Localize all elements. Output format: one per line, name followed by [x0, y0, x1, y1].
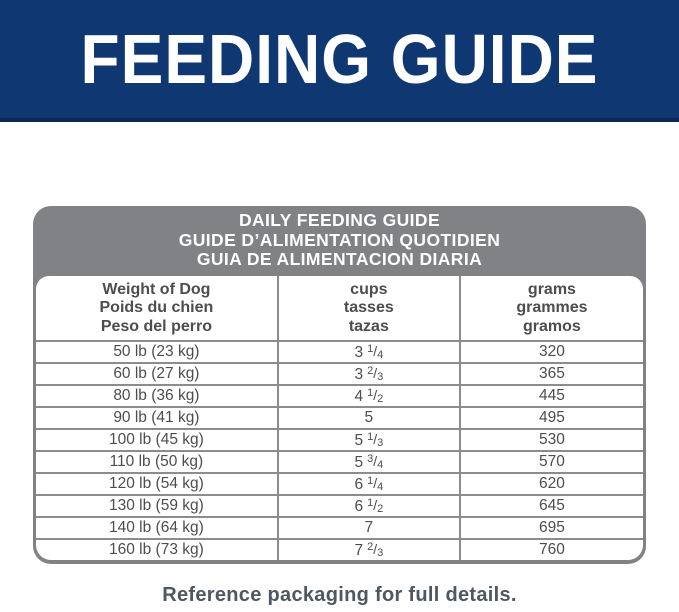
cups-cell	[279, 452, 461, 472]
daily-feeding-guide-table	[33, 206, 646, 564]
table-title-line-en: DAILY FEEDING GUIDE	[238, 210, 441, 230]
grams-cell	[461, 408, 643, 428]
table-row	[36, 494, 643, 516]
weight-value: 140 lb (64 kg)	[109, 519, 204, 536]
grams-cell	[461, 342, 643, 362]
table-row	[36, 340, 643, 362]
grams-value: 445	[539, 387, 565, 404]
grams-value: 495	[539, 409, 565, 426]
footer-note: Reference packaging for full details.	[162, 584, 517, 606]
weight-cell	[36, 364, 279, 384]
cups-value: 5	[364, 409, 374, 426]
weight-value: 130 lb (59 kg)	[109, 497, 204, 514]
weight-cell	[36, 452, 279, 472]
grams-cell	[461, 364, 643, 384]
cups-cell	[279, 408, 461, 428]
column-header-row	[36, 276, 643, 341]
cups-value: 6 $^1$/2	[354, 496, 384, 515]
weight-cell	[36, 474, 279, 494]
table-rows-container	[36, 340, 643, 560]
cups-cell	[279, 430, 461, 450]
grams-cell	[461, 518, 643, 538]
cups-value: 7	[364, 519, 374, 536]
weight-cell	[36, 430, 279, 450]
banner-title: FEEDING GUIDE	[80, 20, 599, 98]
cups-value: 7 $^2$/3	[354, 540, 384, 559]
table-row	[36, 450, 643, 472]
weight-cell	[36, 408, 279, 428]
table-row	[36, 406, 643, 428]
column-header-weight: Weight of Dog Poids du chien Peso del perro	[36, 276, 279, 341]
cups-cell	[279, 496, 461, 516]
grams-cell	[461, 496, 643, 516]
grams-value: 530	[539, 431, 565, 448]
grams-cell	[461, 386, 643, 406]
grams-cell	[461, 430, 643, 450]
weight-value: 80 lb (36 kg)	[113, 387, 200, 404]
table-title-line-fr: GUIDE D’ALIMENTATION QUOTIDIEN	[178, 229, 501, 250]
weight-cell	[36, 342, 279, 362]
cups-value: 4 $^1$/2	[354, 386, 384, 405]
weight-value: 160 lb (73 kg)	[109, 541, 204, 558]
cups-cell	[279, 342, 461, 362]
weight-value: 110 lb (50 kg)	[109, 453, 204, 470]
weight-cell	[36, 540, 279, 560]
weight-value: 60 lb (27 kg)	[113, 365, 200, 382]
table-row	[36, 538, 643, 560]
grams-value: 365	[539, 365, 565, 382]
table-row	[36, 428, 643, 450]
weight-cell	[36, 518, 279, 538]
cups-value: 3 $^1$/4	[354, 342, 384, 361]
grams-value: 695	[539, 519, 565, 536]
grams-cell	[461, 540, 643, 560]
cups-cell	[279, 386, 461, 406]
weight-cell	[36, 496, 279, 516]
weight-value: 120 lb (54 kg)	[109, 475, 204, 492]
cups-value: 3 $^2$/3	[354, 364, 384, 383]
weight-cell	[36, 386, 279, 406]
cups-value: 5 $^3$/4	[354, 452, 384, 471]
weight-value: 50 lb (23 kg)	[113, 343, 200, 360]
grams-value: 760	[539, 541, 565, 558]
column-header-grams: grams grammes gramos	[516, 280, 588, 335]
grams-value: 570	[539, 453, 565, 470]
table-row	[36, 384, 643, 406]
table-row	[36, 516, 643, 538]
weight-value: 90 lb (41 kg)	[113, 409, 200, 426]
grams-value: 620	[539, 475, 565, 492]
cups-value: 5 $^1$/3	[354, 430, 384, 449]
weight-value: 100 lb (45 kg)	[109, 431, 204, 448]
grams-cell	[461, 452, 643, 472]
column-header-cups: cups tasses tazas	[279, 276, 461, 341]
grams-value: 645	[539, 497, 565, 514]
cups-cell	[279, 540, 461, 560]
table-row	[36, 362, 643, 384]
cups-cell	[279, 518, 461, 538]
feeding-guide-banner	[0, 0, 679, 122]
grams-cell	[461, 474, 643, 494]
cups-cell	[279, 474, 461, 494]
cups-cell	[279, 364, 461, 384]
table-title-line-es: GUIA DE ALIMENTACION DIARIA	[196, 249, 483, 269]
table-row	[36, 472, 643, 494]
grams-value: 320	[539, 343, 565, 360]
cups-value: 6 $^1$/4	[354, 474, 384, 493]
table-title	[36, 206, 643, 276]
table-body	[36, 276, 643, 561]
